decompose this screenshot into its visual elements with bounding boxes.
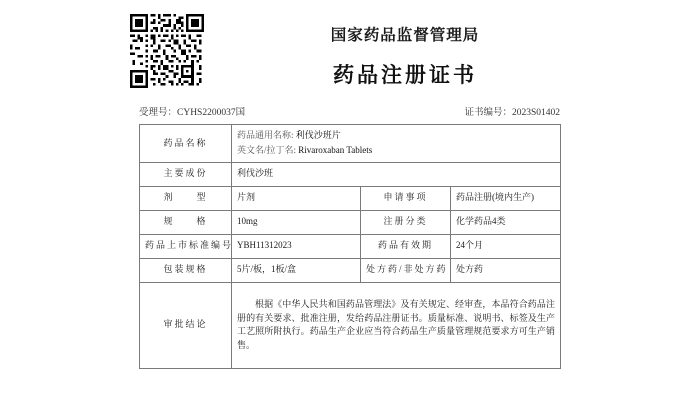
document-header: [215, 26, 595, 89]
row-value-drug-name: [232, 125, 561, 163]
meta-row: [139, 104, 560, 120]
certificate-number: 证书编号：2023S01402: [464, 108, 560, 118]
row-value-package-spec: 5片/板，1板/盒: [232, 258, 361, 282]
row-label-validity-period: 药品有效期: [361, 234, 451, 258]
row-value-validity-period: 24个月: [451, 234, 561, 258]
certificate-table: [139, 124, 561, 369]
table-row: [140, 125, 561, 163]
row-label-standard-number: 药品上市标准编号: [140, 234, 232, 258]
row-value-prescription-type: 处方药: [451, 258, 561, 282]
row-label-specification: 规 格: [140, 210, 232, 234]
acceptance-number: 受理号：CYHS2200037国: [139, 108, 246, 118]
row-label-application-item: 申请事项: [361, 186, 451, 210]
generic-name-line: [237, 128, 555, 143]
row-value-specification: 10mg: [232, 210, 361, 234]
row-value-main-ingredient: 利伐沙班: [232, 162, 561, 186]
row-label-registration-category: 注册分类: [361, 210, 451, 234]
table-row: [140, 282, 561, 368]
table-row: [140, 210, 561, 234]
certificate-table-wrapper: [139, 124, 560, 369]
latin-name-value: Rivaroxaban Tablets: [298, 145, 373, 156]
generic-name-value: 利伐沙班片: [295, 130, 341, 140]
page-title: 药品注册证书: [333, 63, 477, 88]
row-value-approval-conclusion: [232, 282, 561, 368]
row-value-registration-category: 化学药品4类: [451, 210, 561, 234]
row-label-package-spec: 包装规格: [140, 258, 232, 282]
qr-code-icon: [130, 14, 204, 88]
generic-name-key: 药品通用名称:: [237, 130, 294, 140]
org-title: 国家药品监督管理局: [330, 27, 480, 44]
table-row: [140, 162, 561, 186]
latin-name-line: [237, 143, 555, 158]
row-value-standard-number: YBH11312023: [232, 234, 361, 258]
approval-conclusion-text: 根据《中华人民共和国药品管理法》及有关规定、经审查，本品符合药品注册的有关要求、批准注册，发给药品注册证书。质量标准、说明书、标签及生产工艺照所附执行。药品生产企业应当符合药品生产质量管理规范要求方可生产销售。: [237, 299, 555, 350]
row-value-dosage-form: 片剂: [232, 186, 361, 210]
row-label-main-ingredient: 主要成份: [140, 162, 232, 186]
row-value-application-item: 药品注册(境内生产): [451, 186, 561, 210]
table-row: [140, 234, 561, 258]
table-row: [140, 186, 561, 210]
latin-name-key: 英文名/拉丁名:: [237, 145, 297, 156]
table-row: [140, 258, 561, 282]
row-label-prescription-type: 处方药/非处方药: [361, 258, 451, 282]
row-label-dosage-form: 剂 型: [140, 186, 232, 210]
row-label-drug-name: 药品名称: [140, 125, 232, 163]
qr-code-svg: [130, 14, 204, 88]
row-label-approval-conclusion: 审批结论: [140, 282, 232, 368]
